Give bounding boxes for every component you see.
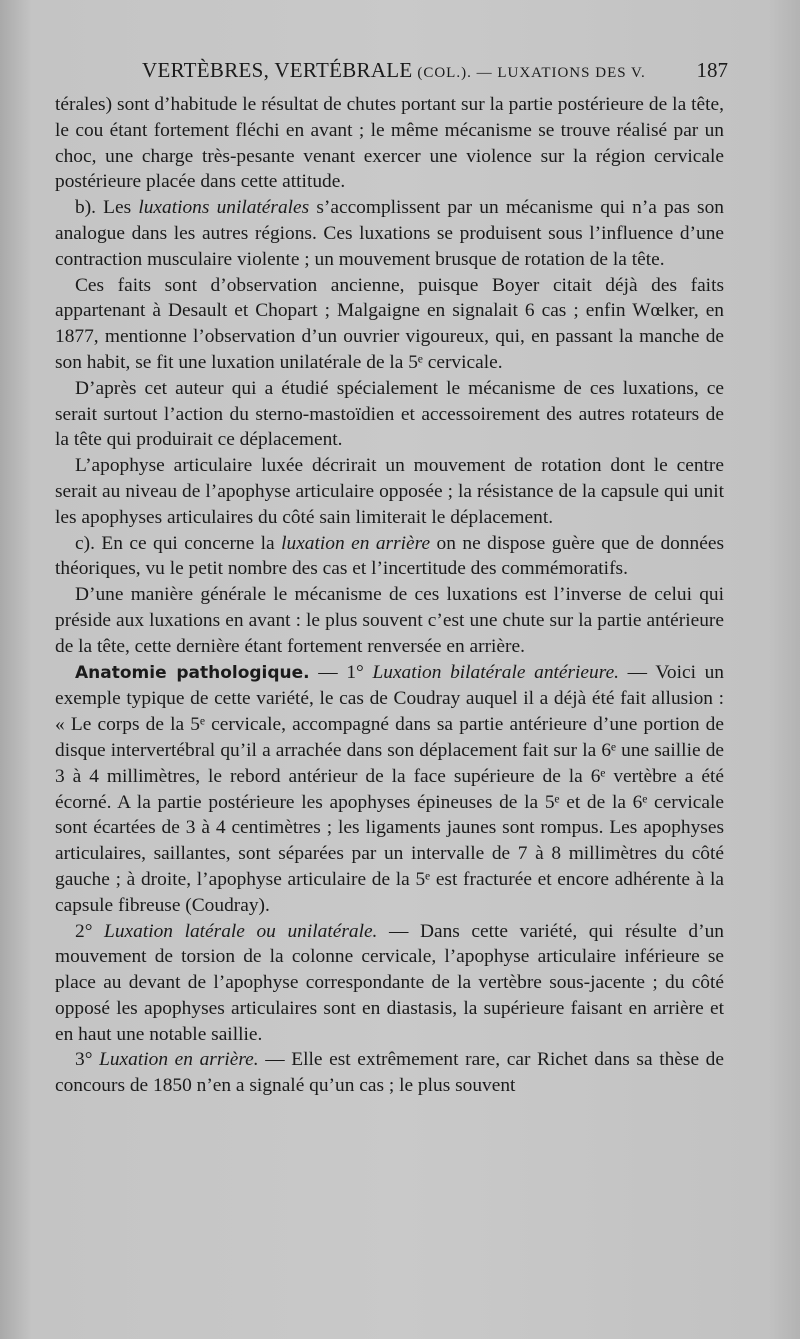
- italic-text: Luxation latérale ou unilatérale.: [104, 920, 378, 942]
- italic-text: Luxation bilatérale antérieure.: [372, 661, 620, 683]
- text-run: s’accomplissent par un mécanisme qui n’a pas son analogue dans les autres régions. Ces luxations se produisent sous l’influence d’une contraction musculaire violente ; un mouvement brusque de rotation de la tête.: [55, 197, 724, 270]
- italic-text: luxation en arrière: [281, 532, 431, 554]
- text-run: D’une manière générale le mécanisme de ces luxations est l’inverse de celui qui préside aux luxations en avant : le plus souvent c’est une chute sur la partie antérieure de la tête, cette dernière étant fortement renversée en arrière.: [55, 584, 724, 657]
- body-text: [55, 92, 724, 1099]
- text-run: — Voici un exemple typique de cette variété, le cas de Coudray auquel il a déjà été fait allusion : « Le corps de la 5ᵉ cervicale, accompagné dans sa partie antérieure d’une portion de disque intervertébral qu’il a arrachée dans son déplacement fait sur la 6ᵉ une saillie de 3 à 4 millimètres, le rebord antérieur de la face supérieure de la 6ᵉ vertèbre a été écorné. A la partie postérieure les apophyses épineuses de la 5ᵉ et de la 6ᵉ cervicale sont écartées de 3 à 4 centimètres ; les ligaments jaunes sont rompus. Les apophyses articulaires, saillantes, sont séparées par un intervalle de 7 à 8 millimètres du côté gauche ; à droite, l’apophyse articulaire de la 5ᵉ est fracturée et encore adhérente à la capsule fibreuse (Coudray).: [55, 661, 725, 916]
- text-run: — Elle est extrêmement rare, car Richet dans sa thèse de concours de 1850 n’en a signalé qu’un cas ; le plus souvent: [55, 1049, 724, 1097]
- text-run: D’après cet auteur qui a étudié spécialement le mécanisme de ces luxations, ce serait surtout l’action du sterno-mastoïdien et accessoirement des autres rotateurs de la tête qui produirait ce déplacement.: [55, 377, 724, 451]
- text-run: b). Les: [75, 197, 139, 219]
- running-header: [60, 58, 728, 88]
- italic-text: luxations unilatérales: [138, 197, 310, 219]
- paragraph-p8: [55, 660, 724, 919]
- page-number: 187: [696, 58, 728, 82]
- italic-text: Luxation en arrière.: [99, 1049, 259, 1071]
- paragraph-p1: [55, 92, 724, 195]
- paragraph-p2: [55, 195, 724, 272]
- text-run: Ces faits sont d’observation ancienne, puisque Boyer citait déjà des faits appartenant à Desault et Chopart ; Malgaigne en signalait 6 cas ; enfin Wœlker, en 1877, mentionne l’observation d’un ouvrier vigoureux, qui, en passant la manche de son habit, se fit une luxation unilatérale de la 5ᵉ cervicale.: [55, 274, 724, 373]
- running-title: [142, 58, 646, 83]
- paragraph-p4: [55, 376, 724, 453]
- text-run: térales) sont d’habitude le résultat de chutes portant sur la partie postérieure de la tête, le cou étant fortement fléchi en avant ; le même mécanisme se trouve réalisé par un choc, une charge très-pesante venant exercer une violence sur la région cervicale postérieure placée dans cette attitude.: [55, 94, 724, 193]
- text-run: 2°: [75, 920, 105, 942]
- paragraph-p5: [55, 453, 724, 530]
- paragraph-p3: [55, 273, 724, 376]
- text-run: 3°: [75, 1049, 100, 1071]
- text-run: on ne dispose guère que de données théoriques, vu le petit nombre des cas et l’incertitude des commémoratifs.: [55, 532, 724, 580]
- paragraph-p10: [55, 1047, 724, 1099]
- paragraph-p9: [55, 919, 724, 1048]
- paragraph-p6: [55, 531, 724, 583]
- running-title-section: (COL.). — LUXATIONS DES V.: [412, 65, 646, 81]
- text-run: — 1°: [309, 661, 373, 683]
- section-heading: Anatomie pathologique.: [75, 662, 310, 683]
- text-run: c). En ce qui concerne la: [75, 532, 282, 554]
- running-title-main: VERTÈBRES, VERTÉBRALE: [142, 58, 413, 82]
- text-run: — Dans cette variété, qui résulte d’un mouvement de torsion de la colonne cervicale, l’apophyse articulaire inférieure se place au devant de l’apophyse correspondante de la vertèbre sous-jacente ; du côté opposé les apophyses articulaires sont en diastasis, la supérieure faisant en arrière et en haut une notable saillie.: [55, 920, 724, 1045]
- text-run: L’apophyse articulaire luxée décrirait un mouvement de rotation dont le centre serait au niveau de l’apophyse articulaire opposée ; la résistance de la capsule qui unit les apophyses articulaires du côté sain limiterait le déplacement.: [55, 455, 724, 528]
- paragraph-p7: [55, 582, 724, 659]
